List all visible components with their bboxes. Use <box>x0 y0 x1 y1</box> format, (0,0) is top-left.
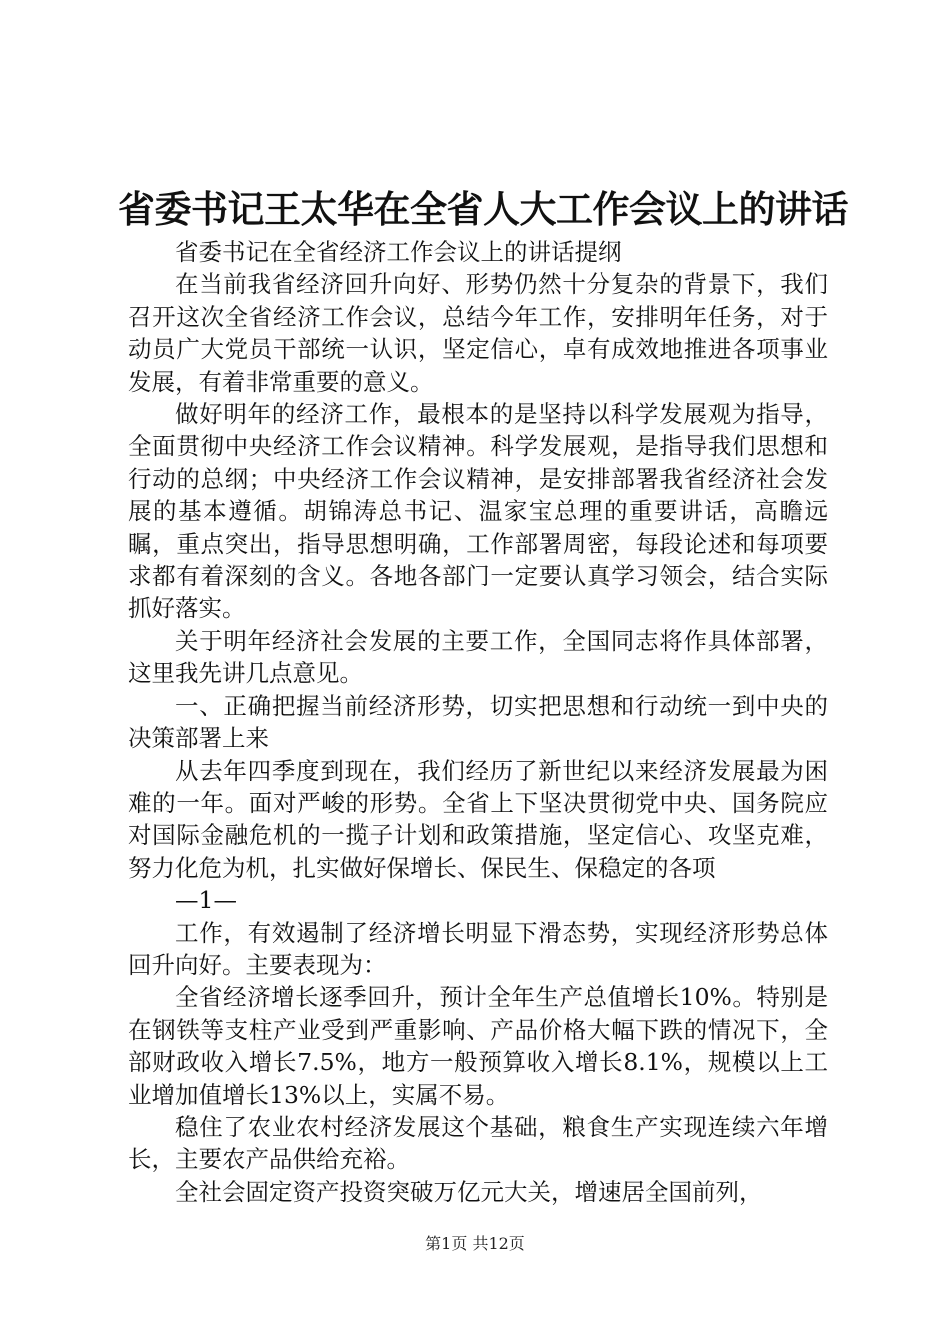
paragraph: 关于明年经济社会发展的主要工作，全国同志将作具体部署，这里我先讲几点意见。 <box>128 626 828 688</box>
section-heading: 一、正确把握当前经济形势，切实把思想和行动统一到中央的决策部署上来 <box>128 691 828 753</box>
document-body <box>128 236 828 1208</box>
paragraph: 工作，有效遏制了经济增长明显下滑态势，实现经济形势总体回升向好。主要表现为： <box>128 918 828 979</box>
document-title: 省委书记王太华在全省人大工作会议上的讲话 <box>118 188 848 231</box>
paragraph: 稳住了农业农村经济发展这个基础，粮食生产实现连续六年增长，主要农产品供给充裕。 <box>128 1112 828 1174</box>
page-footer: 第1页 共12页 <box>425 1234 525 1253</box>
paragraph: 在当前我省经济回升向好、形势仍然十分复杂的背景下，我们召开这次全省经济工作会议，总结今年工作，安排明年任务，对于动员广大党员干部统一认识，坚定信心，卓有成效地推进各项事业发展，有着非常重要的意义。 <box>128 270 828 396</box>
paragraph-subtitle: 省委书记在全省经济工作会议上的讲话提纲 <box>175 238 622 266</box>
inline-page-number: —1— <box>175 886 237 915</box>
paragraph: 全社会固定资产投资突破万亿元大关，增速居全国前列， <box>175 1177 763 1206</box>
paragraph: 从去年四季度到现在，我们经历了新世纪以来经济发展最为困难的一年。面对严峻的形势。全省上下坚决贯彻党中央、国务院应对国际金融危机的一揽子计划和政策措施，坚定信心、攻坚克难，努力化危为机，扎实做好保增长、保民生、保稳定的各项 <box>128 756 828 882</box>
paragraph: 做好明年的经济工作，最根本的是坚持以科学发展观为指导，全面贯彻中央经济工作会议精神。科学发展观，是指导我们思想和行动的总纲；中央经济工作会议精神，是安排部署我省经济社会发展的基本遵循。胡锦涛总书记、温家宝总理的重要讲话，高瞻远瞩，重点突出，指导思想明确，工作部署周密，每段论述和每项要求都有着深刻的含义。各地各部门一定要认真学习领会，结合实际抓好落实。 <box>128 400 828 623</box>
paragraph: 全省经济增长逐季回升，预计全年生产总值增长10%。特别是在钢铁等支柱产业受到严重影响、产品价格大幅下跌的情况下，全部财政收入增长7.5%，地方一般预算收入增长8.1%，规模以上工业增加值增长13%以上，实属不易。 <box>128 983 828 1109</box>
